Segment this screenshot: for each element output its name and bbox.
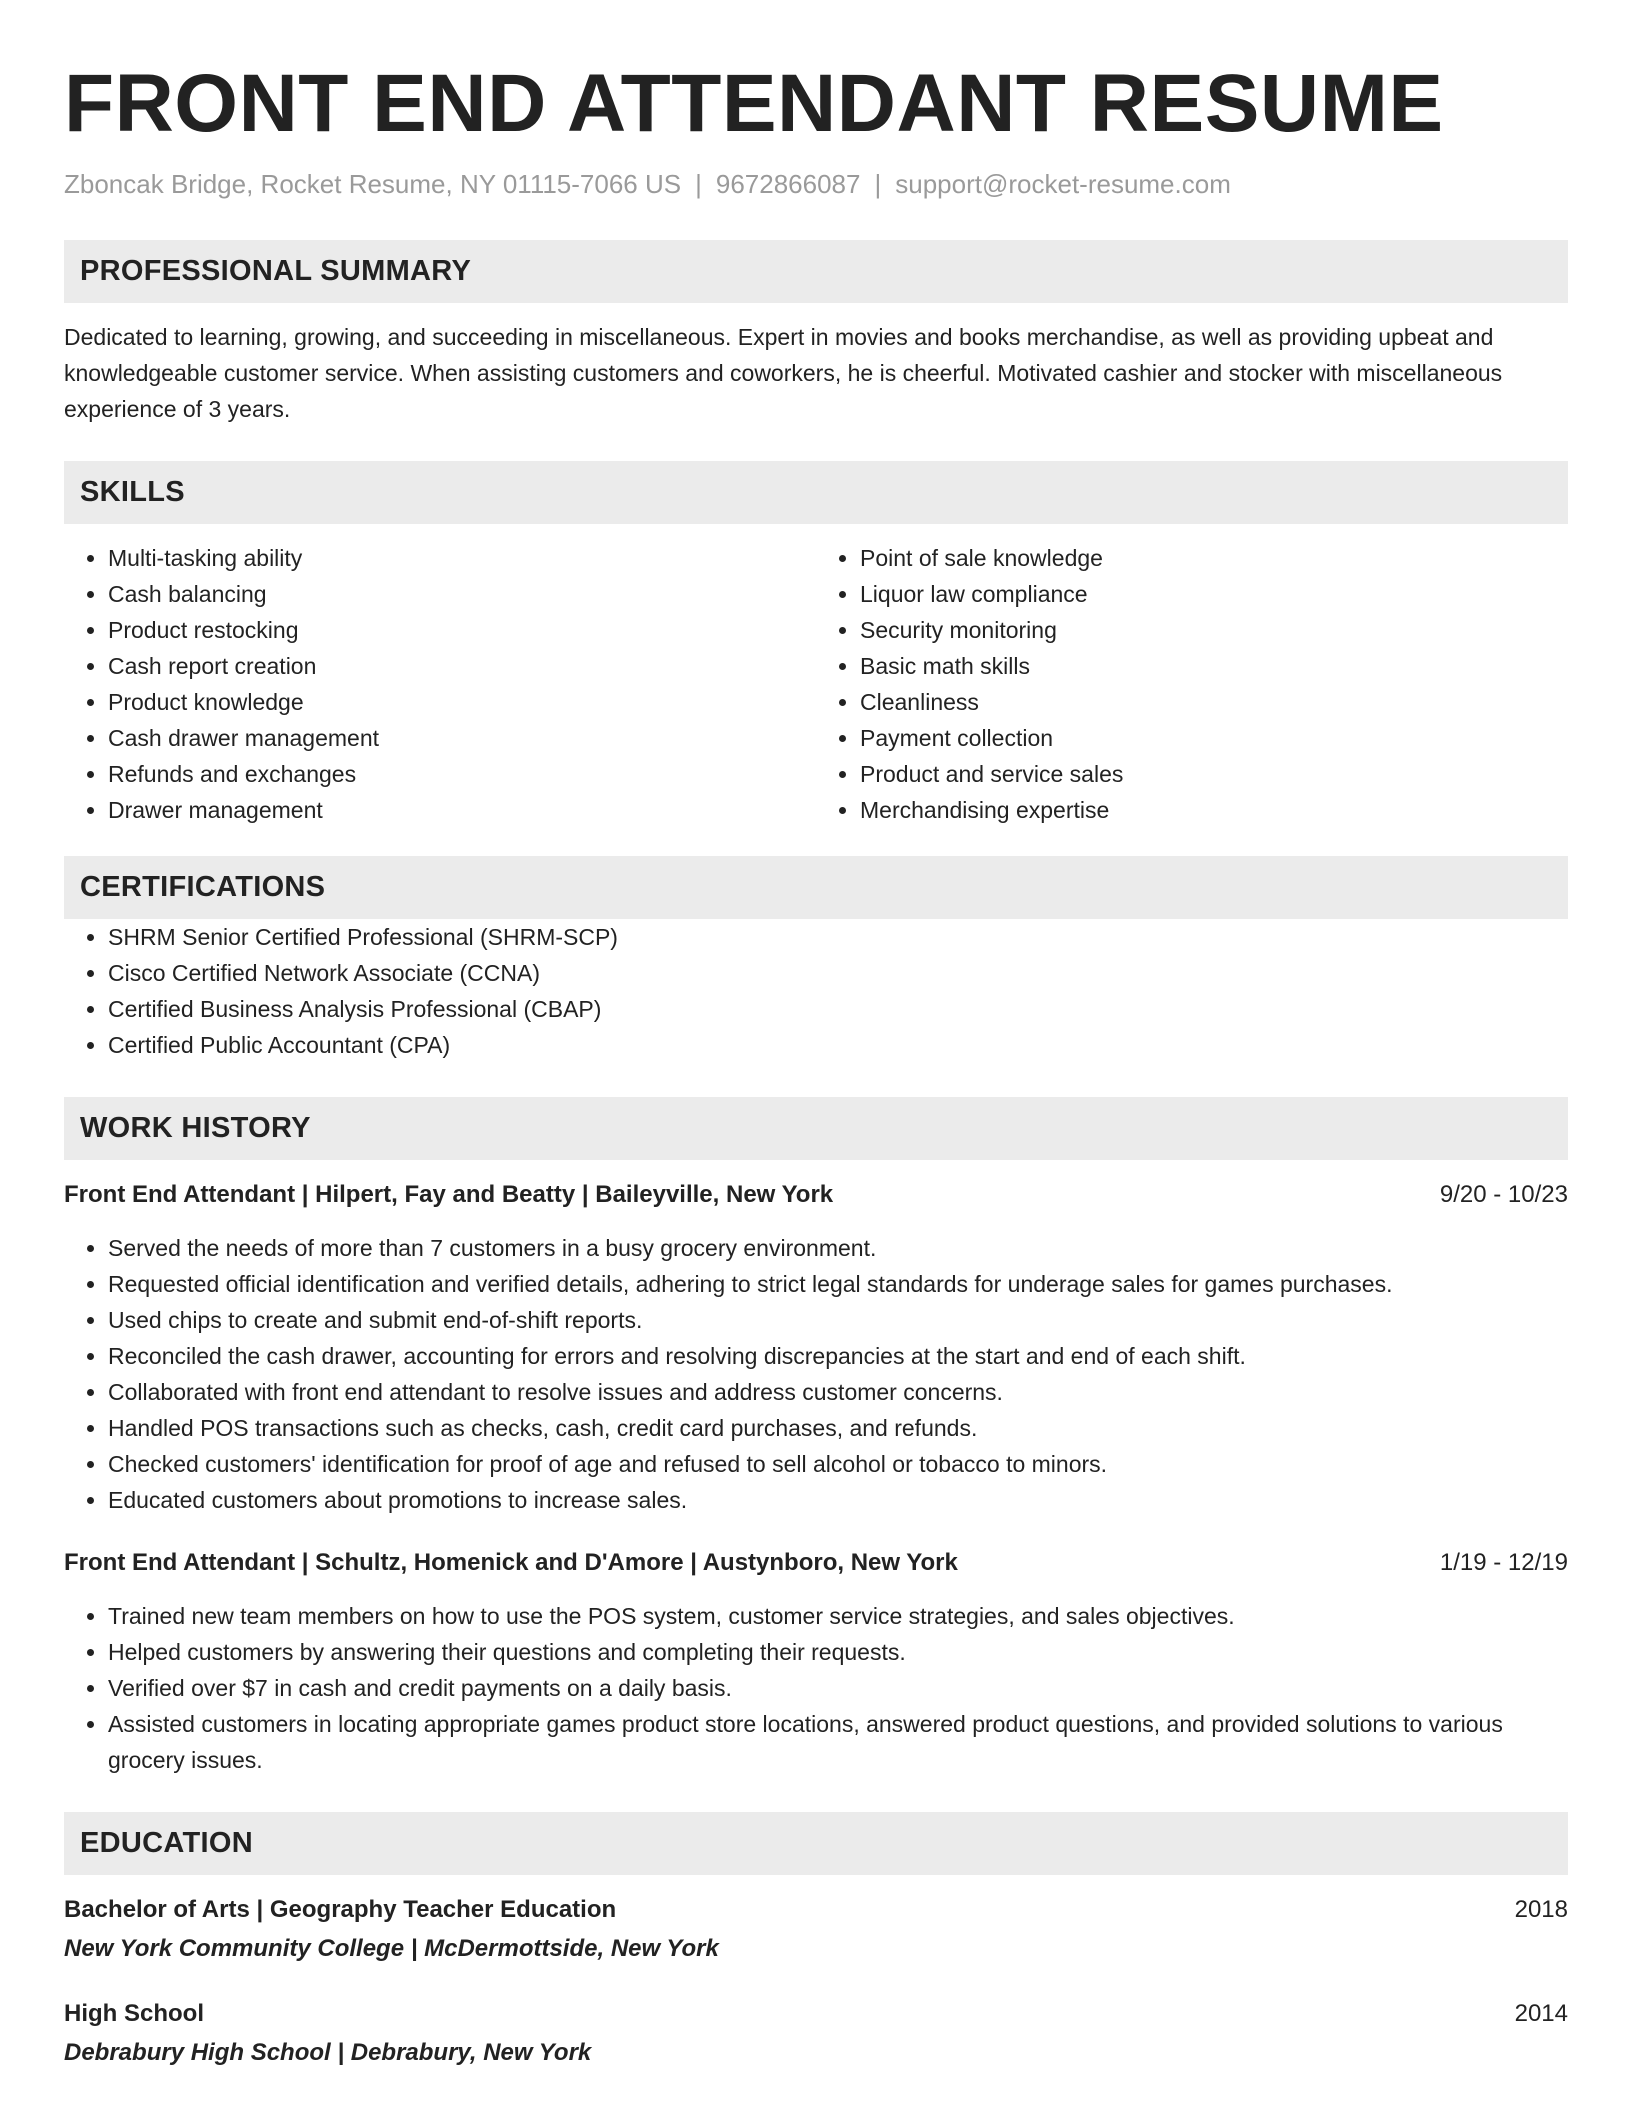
job-header [64, 1178, 1568, 1212]
skills-list-right [816, 540, 1568, 828]
skill-item: • Cleanliness [860, 684, 1568, 720]
education-entry [64, 1893, 1568, 1967]
skill-item: • Product knowledge [108, 684, 816, 720]
education-year: 2014 [1514, 2000, 1568, 2027]
job-entry [64, 1178, 1568, 1518]
education-degree: High School [64, 2000, 204, 2027]
skills-grid [64, 540, 1568, 828]
education-section [64, 1812, 1568, 2071]
job-title: Front End Attendant | Schultz, Homenick and D'Amore | Austynboro, New York [64, 1549, 958, 1576]
skill-item: • Refunds and exchanges [108, 756, 816, 792]
job-bullet: • Assisted customers in locating appropriate games product store locations, answered product questions, and provided solutions to various grocery issues. [108, 1706, 1568, 1778]
skill-item: • Cash report creation [108, 648, 816, 684]
job-entry [64, 1546, 1568, 1778]
skill-item: • Product and service sales [860, 756, 1568, 792]
skill-item: • Product restocking [108, 612, 816, 648]
contact-phone: 9672866087 [715, 169, 861, 199]
education-header [64, 1997, 1568, 2031]
skills-heading: SKILLS [64, 461, 1568, 524]
work-history-heading: WORK HISTORY [64, 1097, 1568, 1160]
work-history-section [64, 1097, 1568, 1778]
job-bullet: • Reconciled the cash drawer, accounting for errors and resolving discrepancies at the start and end of each shift. [108, 1338, 1568, 1374]
certifications-heading: CERTIFICATIONS [64, 856, 1568, 919]
skills-list-left [64, 540, 816, 828]
education-entry [64, 1997, 1568, 2071]
certification-item: • Certified Business Analysis Professional (CBAP) [108, 991, 1568, 1027]
certifications-list [64, 919, 1568, 1063]
education-year: 2018 [1514, 1896, 1568, 1923]
job-bullets [64, 1230, 1568, 1518]
contact-email[interactable]: support@rocket-resume.com [895, 169, 1231, 199]
job-bullet: • Educated customers about promotions to increase sales. [108, 1482, 1568, 1518]
summary-section [64, 240, 1568, 427]
skill-item: • Payment collection [860, 720, 1568, 756]
resume-title: FRONT END ATTENDANT RESUME [64, 58, 1444, 149]
education-school: Debrabury High School | Debrabury, New York [64, 2039, 592, 2066]
job-bullet: • Handled POS transactions such as checks, cash, credit card purchases, and refunds. [108, 1410, 1568, 1446]
education-school: New York Community College | McDermottside, New York [64, 1935, 719, 1962]
job-bullet: • Helped customers by answering their questions and completing their requests. [108, 1634, 1568, 1670]
contact-line [64, 166, 1568, 202]
skill-item: • Basic math skills [860, 648, 1568, 684]
skill-item: • Multi-tasking ability [108, 540, 816, 576]
education-header [64, 1893, 1568, 1927]
job-bullet: • Used chips to create and submit end-of-shift reports. [108, 1302, 1568, 1338]
job-dates: 9/20 - 10/23 [1439, 1181, 1568, 1208]
skill-item: • Merchandising expertise [860, 792, 1568, 828]
education-degree: Bachelor of Arts | Geography Teacher Education [64, 1896, 617, 1923]
certification-item: • Certified Public Accountant (CPA) [108, 1027, 1568, 1063]
certifications-section [64, 856, 1568, 1063]
job-header [64, 1546, 1568, 1580]
job-bullets [64, 1598, 1568, 1778]
skill-item: • Drawer management [108, 792, 816, 828]
job-bullet: • Served the needs of more than 7 customers in a busy grocery environment. [108, 1230, 1568, 1266]
skill-item: • Cash drawer management [108, 720, 816, 756]
job-dates: 1/19 - 12/19 [1439, 1549, 1568, 1576]
contact-address: Zboncak Bridge, Rocket Resume, NY 01115-7066 US [64, 169, 682, 199]
job-bullet: • Trained new team members on how to use the POS system, customer service strategies, and sales objectives. [108, 1598, 1568, 1634]
skills-section [64, 461, 1568, 828]
skill-item: • Security monitoring [860, 612, 1568, 648]
certification-item: • SHRM Senior Certified Professional (SHRM-SCP) [108, 919, 1568, 955]
summary-heading: PROFESSIONAL SUMMARY [64, 240, 1568, 303]
summary-text: Dedicated to learning, growing, and succeeding in miscellaneous. Expert in movies and books merchandise, as well as providing upbeat and knowledgeable customer service. When assisting customers and coworkers, he is cheerful. Motivated cashier and stocker with miscellaneous experience of 3 years. [64, 324, 1503, 422]
contact-separator: | [695, 169, 702, 199]
job-bullet: • Checked customers' identification for proof of age and refused to sell alcohol or tobacco to minors. [108, 1446, 1568, 1482]
education-heading: EDUCATION [64, 1812, 1568, 1875]
job-title: Front End Attendant | Hilpert, Fay and Beatty | Baileyville, New York [64, 1181, 834, 1208]
skill-item: • Point of sale knowledge [860, 540, 1568, 576]
contact-separator: | [874, 169, 882, 199]
certification-item: • Cisco Certified Network Associate (CCNA) [108, 955, 1568, 991]
job-bullet: • Verified over $7 in cash and credit payments on a daily basis. [108, 1670, 1568, 1706]
skill-item: • Cash balancing [108, 576, 816, 612]
job-bullet: • Requested official identification and verified details, adhering to strict legal standards for underage sales for games purchases. [108, 1266, 1568, 1302]
job-bullet: • Collaborated with front end attendant to resolve issues and address customer concerns. [108, 1374, 1568, 1410]
skill-item: • Liquor law compliance [860, 576, 1568, 612]
